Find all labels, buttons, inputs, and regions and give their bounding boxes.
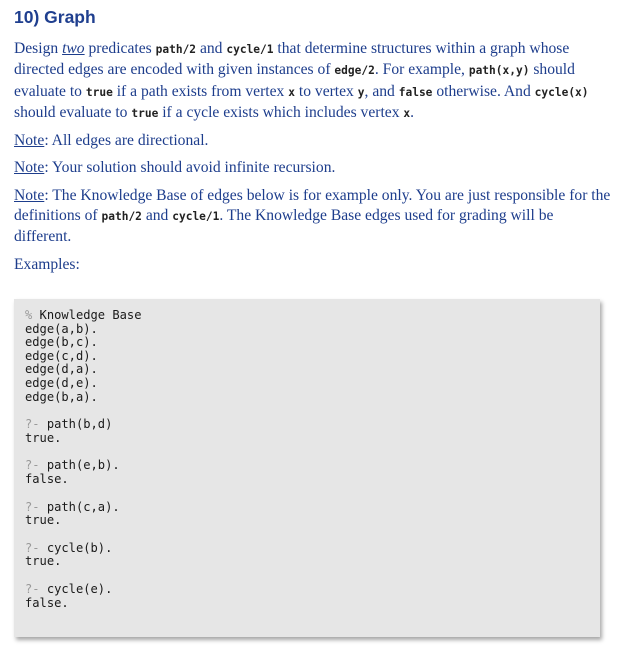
code-query-line: ?- path(e,b).: [25, 458, 120, 473]
note-label: Note: [14, 186, 45, 204]
code-query-line: ?- cycle(b).: [25, 540, 113, 555]
code-query-line: ?- path(c,a).: [25, 499, 120, 514]
code-path2: path/2: [101, 210, 142, 224]
code-query-line: ?- cycle(e).: [25, 581, 113, 596]
code-true: true: [85, 85, 113, 99]
code-edge2: edge/2: [334, 64, 375, 78]
code-listing: [25, 309, 142, 610]
code-cycle1: cycle/1: [172, 210, 220, 224]
code-cycle1: cycle/1: [226, 43, 274, 56]
examples-label: Examples:: [14, 255, 80, 273]
code-result-line: true.: [25, 554, 62, 569]
code-comment-line: % Knowledge Base: [25, 308, 142, 322]
note-label: Note: [14, 132, 45, 150]
emphasis-two: two: [62, 40, 85, 57]
code-x: x: [288, 85, 295, 99]
code-edge-line: edge(c,d).: [25, 348, 98, 363]
code-result-line: true.: [25, 430, 62, 445]
code-edge-line: edge(b,c).: [25, 335, 98, 350]
code-query-line: ?- path(b,d): [25, 417, 113, 432]
note-recursion: Note: Your solution should avoid infinite recursion.: [14, 159, 336, 177]
code-result-line: false.: [25, 471, 69, 486]
code-cycle-x: cycle(x): [534, 85, 589, 99]
code-true: true: [131, 106, 159, 120]
section-heading: 10) Graph: [14, 7, 96, 27]
code-example-box: [14, 299, 600, 637]
code-path2: path/2: [155, 43, 197, 56]
note-knowledge-base: Note: The Knowledge Base of edges below is for example only. You are just responsible for the definitions of path/2 and cycle/1. The Knowledge Base edges used for grading will be different.: [14, 186, 611, 246]
code-edge-line: edge(d,e).: [25, 375, 98, 390]
code-x: x: [403, 106, 411, 120]
code-false: false: [398, 85, 433, 99]
code-y: y: [357, 85, 365, 99]
intro-paragraph: Design two predicates path/2 and cycle/1 that determine structures within a graph whose directed edges are encoded with given instances of edge/2. For example, path(x,y) should evaluate to true if a path exists from vertex x to vertex y, and false otherwise. And cycle(x) should evaluate to true if a cycle exists which includes vertex x.: [14, 40, 589, 121]
note-label: Note: [14, 159, 45, 177]
code-result-line: false.: [25, 595, 69, 610]
code-edge-line: edge(b,a).: [25, 389, 98, 404]
problem-section: [14, 0, 614, 275]
code-result-line: true.: [25, 513, 62, 528]
code-path-xy: path(x,y): [468, 64, 530, 78]
code-edge-line: edge(d,a).: [25, 362, 98, 377]
note-directional: Note: All edges are directional.: [14, 132, 209, 150]
code-edge-line: edge(a,b).: [25, 321, 98, 336]
